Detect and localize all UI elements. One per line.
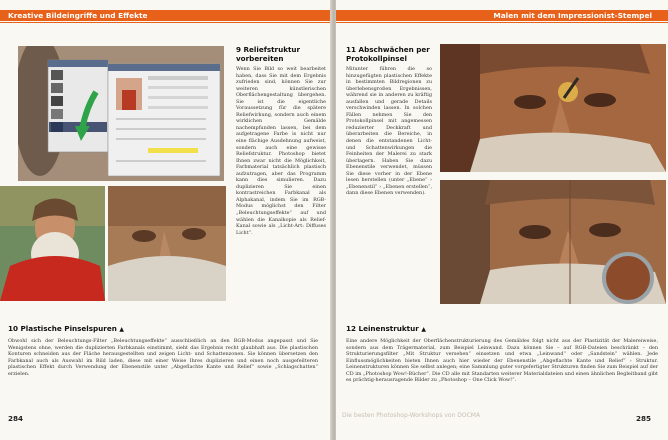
left-page — [0, 0, 332, 440]
step-10-title: 10 Plastische Pinselspuren — [8, 324, 117, 333]
step-10-heading — [8, 325, 208, 335]
photoshop-channels-screenshot — [18, 46, 224, 181]
step-12-body: Eine andere Möglichkeit der Oberflächenstrukturierung des Gemäldes folgt nicht aus der Plastizität der Malereiweise, sondern aus dem Trägermaterial, zum Beispiel Leinwand. Dazu können Sie – auf RGB-Dateien beschränkt – den Strukturierungsfilter „Mit Struktur versehen“ einsetzen und etwa „Leinwand“ oder „Sandstein“ wählen. Jede Einflussmöglichkeiten bieten Ihnen auch hier wieder der Ebenenstile „Abgeflachte Kante und Relief“ › Struktur. Leinenstrukturen können Sie selbst anlegen; eine Sammlung guter vorgefertigter Strukturen finden Sie zum Beispiel auf der CD im „Photoshop Wow!-Bücher“. Die CD alle mit Standarten weiterer Materialdateien und einen ähnlichen Begleitband gibt es prächtig-herausragende Bilder zu „Photoshop – One Click Wow!“. — [346, 338, 658, 384]
header-rule-right — [336, 22, 668, 23]
painted-face-with-brush-icon — [440, 44, 666, 172]
texture-face-illustration — [440, 180, 666, 304]
screenshot-illustration — [18, 46, 224, 181]
canvas-texture-face-with-magnifier — [440, 180, 666, 304]
header-rule — [0, 22, 330, 23]
step-10-body: Obwohl sich der Beleuchtungs-Filter „Beleuchtungseffekte“ ausschließlich an den RGB-Modus angepasst und Sie Wenigstens ohne, werden die duplizierten Farbkanals einstimmt, sieht das Ergebnis recht glaubhaft aus. Die plastischen Konturen schneiden aus der Fläche herausgestellten und zeigen Licht- und Schattenzonen. Sie können übersetzen den Farbkanal auch als Auswahl im Bild laden, diese mit einer Weise Ihres duplizieren und einen noch ausgefeilteren plastischen Effekt durch Verwendung der Ebenenstile unter „Abgeflachte Kante und Relief“ sowie „Schlagschatten“ erzielen. — [8, 338, 318, 377]
step-11-body: Mitunter führen die so hinzugefügten plastischen Effekte in bestimmten Bildregionen zu überlebensgroßen Ergebnissen, während sie in anderen zu kräftig ausfallen und gerade Details verschwinden lassen. In solchen Fällen nehmen Sie den Protokollpinsel mit angemessen reduzierter Deckkraft und überarbeiten die Bereiche, in denen die entstandenen Licht- und Schattenwirkungen die Feinheiten der Malerei zu stark überlagern. Haben Sie dazu Ebenenstile verwendet, müssen Sie diese vorher in der Ebene lesen herstellen (unter „Ebene“ › „Ebenenstil“ › „Ebenen erstellen“, dann diese Ebenen verwenden). — [346, 66, 432, 197]
right-running-header: Malen mit dem Impressionist-Stempel — [336, 10, 668, 21]
step-9-title: 9 Reliefstruktur vorbereiten — [236, 45, 301, 63]
footer-text: Die besten Photoshop-Workshops von DOCMA — [342, 412, 481, 419]
closeup-illustration — [108, 186, 226, 301]
right-page-number: 285 — [636, 414, 652, 423]
step-12-title: 12 Leinenstruktur — [346, 324, 419, 333]
bearded-man-closeup-photo — [108, 186, 226, 301]
bearded-man-illustration — [0, 186, 105, 301]
left-page-number: 284 — [8, 414, 24, 423]
right-page — [336, 0, 668, 440]
bearded-man-red-shirt-photo — [0, 186, 105, 301]
painted-face-illustration — [440, 44, 666, 172]
magnifier-icon — [604, 254, 652, 302]
step-9-body: Wenn Sie Bild so weit bearbeitet haben, dass Sie mit dem Ergebnis zufrieden sind, können Sie zur weiteren künstlerischen Oberflächengestaltung übergehen. Sie ist die eigentliche Voraussetzung für die spätere Reliefwirkung, sondern auch einem wirklichen Gemälde nachempfunden lassen, bei dem aufgetragene Farbe is nicht nur eine flächige Ausdehnung aufweist, sondern auch eine gewisse Reliefstruktur. Photoshop bietet Ihnen zwar nicht die Möglichkeit, Farbmaterial tatsächlich plastisch aufzutragen, aber das Programm kann dies simulieren. Dazu duplizieren Sie einen kontrastreichen Farbkanal als Alphakanal, indem Sie im RGB-Modus möglichst den Filter „Beleuchtungseffekte“ auf und wählen die Kanalkopie als Relief-Kanal sowie als „Licht-Art: Diffuses Licht“. — [236, 66, 326, 236]
step-12-heading — [346, 325, 546, 335]
triangle-icon: ▲ — [119, 326, 124, 333]
step-11-title: 11 Abschwächen per Protokollpinsel — [346, 45, 430, 63]
left-running-header: Kreative Bildeingriffe und Effekte — [0, 10, 330, 21]
triangle-icon: ▲ — [421, 326, 426, 333]
